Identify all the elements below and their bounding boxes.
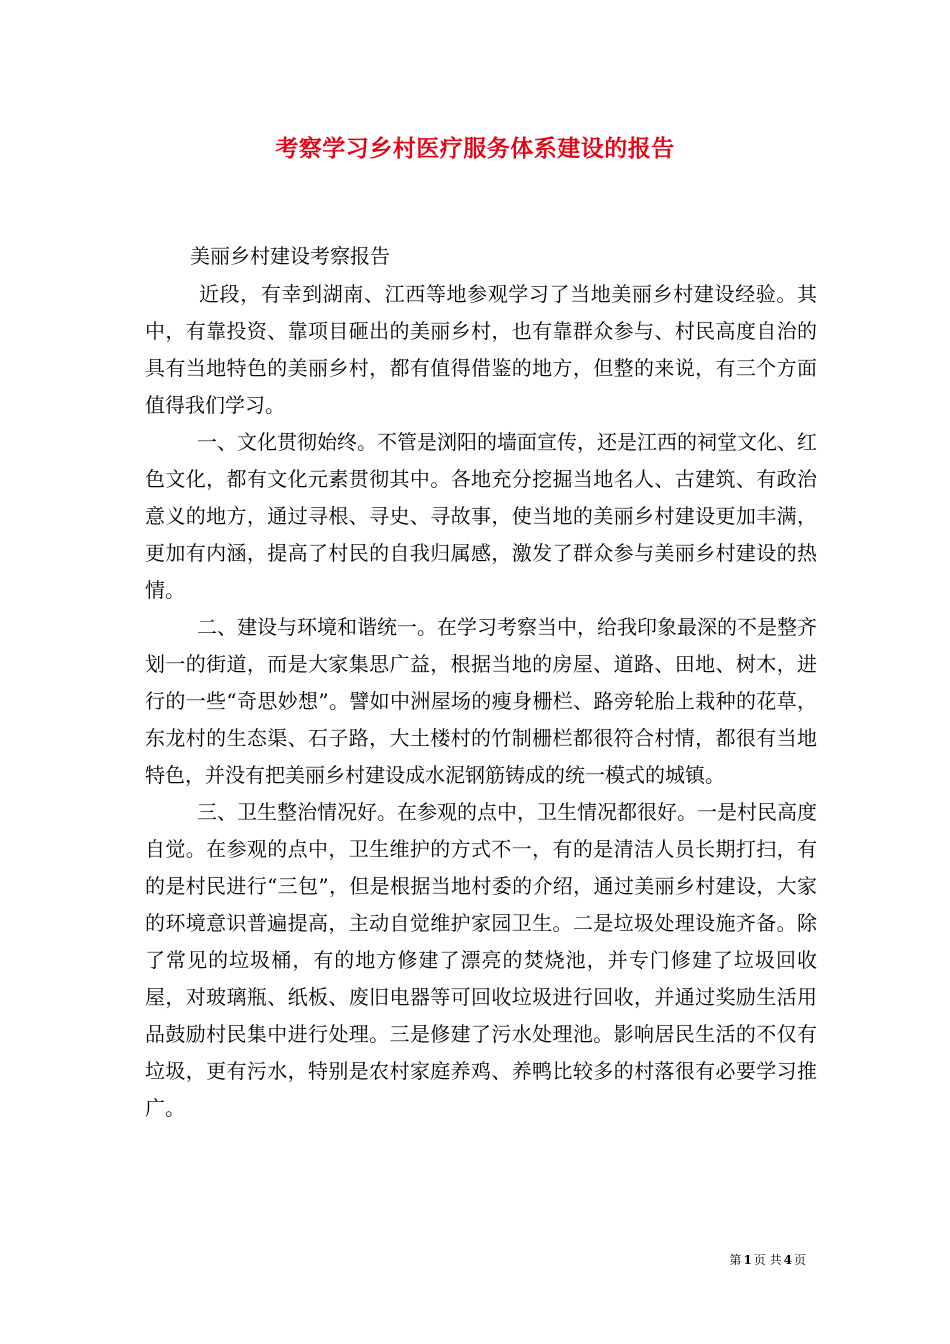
paragraph-culture: 一、文化贯彻始终。不管是浏阳的墙面宣传，还是江西的祠堂文化、红色文化，都有文化元素贯彻其中。各地充分挖掘当地名人、古建筑、有政治意义的地方，通过寻根、寻史、寻故事，使当地的美丽乡村建设更加丰满，更加有内涵，提高了村民的自我归属感，激发了群众参与美丽乡村建设的热情。: [145, 430, 817, 602]
paragraph-sanitation: 三、卫生整治情况好。在参观的点中，卫生情况都很好。一是村民高度自觉。在参观的点中，卫生维护的方式不一，有的是清洁人员长期打扫，有的是村民进行“三包”，但是根据当地村委的介绍，通过美丽乡村建设，大家的环境意识普遍提高，主动自觉维护家园卫生。二是垃圾处理设施齐备。除了常见的垃圾桶，有的地方修建了漂亮的焚烧池，并专门修建了垃圾回收屋，对玻璃瓶、纸板、废旧电器等可回收垃圾进行回收，并通过奖励生活用品鼓励村民集中进行处理。三是修建了污水处理池。影响居民生活的不仅有垃圾，更有污水，特别是农村家庭养鸡、养鸭比较多的村落很有必要学习推广。: [145, 800, 817, 1120]
paragraph-environment: 二、建设与环境和谐统一。在学习考察当中，给我印象最深的不是整齐划一的街道，而是大家集思广益，根据当地的房屋、道路、田地、树木，进行的一些“奇思妙想”。譬如中洲屋场的瘦身栅栏、路旁轮胎上栽种的花草，东龙村的生态渠、石子路，大土楼村的竹制栅栏都很符合村情，都很有当地特色，并没有把美丽乡村建设成水泥钢筋铸成的统一模式的城镇。: [145, 615, 817, 787]
document-title: 考察学习乡村医疗服务体系建设的报告: [275, 135, 675, 162]
footer-suffix: 页: [793, 1253, 806, 1267]
footer-middle: 页 共: [753, 1253, 782, 1267]
document-subtitle: 美丽乡村建设考察报告: [190, 244, 390, 268]
footer-current-page: 1: [743, 1253, 752, 1267]
footer-prefix: 第: [729, 1253, 742, 1267]
document-body: [145, 276, 817, 1127]
page-number-footer: [729, 1251, 806, 1268]
paragraph-intro: 近段，有幸到湖南、江西等地参观学习了当地美丽乡村建设经验。其中，有靠投资、靠项目砸出的美丽乡村，也有靠群众参与、村民高度自治的具有当地特色的美丽乡村，都有值得借鉴的地方，但整的来说，有三个方面值得我们学习。: [145, 282, 817, 417]
footer-total-pages: 4: [783, 1253, 792, 1267]
